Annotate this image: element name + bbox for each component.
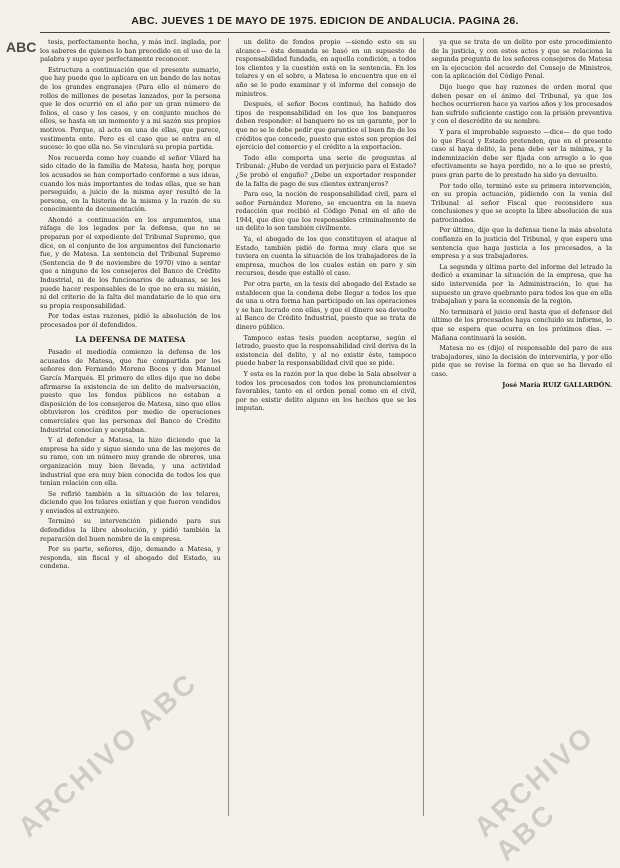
- paragraph: Terminó su intervención pidiendo para sus defendidos la libre absolución, y pidió también la reparación del buen nombre de la empresa.: [40, 517, 221, 543]
- paragraph: Para eso, la noción de responsabilidad civil, para el señor Fernández Moreno, se encuentra en la nueva redacción que recibió el Código Penal en el año de 1944, que dice que los responsables criminalmente de un delito lo son también civilmente.: [235, 190, 417, 233]
- column-divider: [228, 38, 229, 816]
- paragraph: Y para el improbable supuesto —dice— de que todo lo que Fiscal y Estado pretenden, que en el presente caso sí haya delito, la pena debe ser la mínima, y la indemnización debe ser fijada con arreglo a lo que efectivamente se haya perdido, no a lo que se prestó, pues gran parte de lo prestado ha sido ya devuelto.: [431, 127, 613, 179]
- paragraph: Tampoco estas tesis pueden aceptarse, según el letrado, puesto que la responsabilidad civil deriva de la existencia del delito, y al no existir éste, tampoco puede haber la responsabilidad civil que se pide.: [235, 333, 417, 368]
- paragraph: No terminará el juicio oral hasta que el defensor del último de los procesados haya concluido su informe, lo que se espera que ocurra en los próximos días. — Mañana continuará la sesión.: [431, 307, 613, 342]
- page-header: ABC. JUEVES 1 DE MAYO DE 1975. EDICION DE ANDALUCIA. PAGINA 26.: [40, 10, 610, 33]
- side-archive-mark: ABC: [6, 39, 37, 55]
- column-divider: [423, 38, 424, 816]
- column-3: [431, 38, 612, 816]
- article-columns: [40, 38, 612, 816]
- paragraph: un delito de fondos propio —siendo esto en su alcance— ésta demanda se basó en un supuesto de responsabilidad fundada, en aquella condición, a todos los clientes y la cuestión está en la sentencia. En los telares y en el sobre, a Matesa le encuentra que en el año se le pudo examinar y el informe del consejo de ministros.: [235, 38, 417, 98]
- author-signature: José María RUIZ GALLARDÓN.: [502, 380, 613, 389]
- paragraph: Por su parte, señores, dijo, demando a Matesa, y responda, sin fiscal y el abogado del Estado, su condena.: [40, 545, 221, 571]
- paragraph: tesis, perfectamente hecha, y más incl. inglada, por los saberes de quienes lo han precedido en el uso de la palabra y supo ayer perfectamente reconocer.: [40, 38, 221, 64]
- paragraph: Y esta es la razón por la que debe la Sala absolver a todos los procesados con todos los pronunciamientos favorables, tanto en el orden penal como en el civil, por no existir delito alguno en los hechos que se les imputan.: [235, 369, 417, 413]
- paragraph: Se refirió también a la situación de los telares, diciendo que los telares existían y que fueron vendidos y enviados al extranjero.: [40, 489, 221, 515]
- paragraph: Nos recuerda como hoy cuando el señor Vilard ha sido citado de la familia de Matesa, hasta hoy, porque los acusados se han comportado conforme a sus ideas, cuando los más importantes de todas ellas, que se han perseguido, a juicio de la misma ayer resultó de la persona, en la historia de la misma y la razón de su conocimiento de documentación.: [40, 153, 221, 214]
- paragraph: Pasado el mediodía comienzo la defensa de los acusados de Matesa, que fue compartida por los señores don Fernando Moreno Bocos y don Manuel García Marqués. El primero de ellos dijo que no debe afirmarse la existencia de un delito de malversación, puesto que los fondos públicos no estaban a disposición de los consejeros de Matesa, sino que ellos obtuvieron los créditos por medio de operaciones comerciales que las personas del Banco de Crédito Industrial conocían y aceptaban.: [40, 348, 221, 434]
- archive-watermark-left: ARCHIVO ABC: [12, 666, 204, 844]
- column-2: [236, 38, 417, 816]
- paragraph: Estructura a continuación que el presente sumario, que hay puede que lo aplicara en un bando de las notas de los grandes engranajes (Para ello el número de rollos de millones de pesetas lanzados, por la persona que le dos ocurrió en el año por un gran número de folios, el caso y los casos, y en conjunto muchos de ellos, se hasta en un momento y a mi sazón sus propios motivos. Porque, al acto en una de ellas, que parece, vestimenta ente. Pero es el caso que se entra en el suceso: lo que ella no. Se vinculará su propia partida.: [40, 65, 221, 152]
- paragraph: Ahondó a continuación en los argumentos, una ráfaga de los legados por la defensa, que no se preparan por el expediente del Tribunal Supremo, que dice, en el conjunto de los argumentos del funcionario fue, y de Matesa. La sentencia del Tribunal Supremo (Sentencia de 9 de noviembre de 1970) vino a sentar que a ninguno de los consejeros del Banco de Crédito Industrial, ni de los funcionarios de aduanas, se les puede hacer responsables de lo que no era su misión, ni del criterio de la falta del mandatario de lo que era su propia responsabilidad.: [40, 215, 221, 310]
- paragraph: Por último, dijo que la defensa tiene la más absoluta confianza en la justicia del Tribunal, y que espera una sentencia que haga justicia a los procesados, a la empresa y a sus trabajadores.: [431, 226, 613, 261]
- paragraph: Después, el señor Bocos continuó, ha habido dos tipos de responsabilidad en los que los banqueros deben responder: el banquero no es un garante, por lo que no se le debe pedir que garantice el buen fin de los créditos que concede, puesto que estos son propios del ejercicio del comercio y el crédito a la exportación.: [235, 100, 417, 152]
- paragraph: La segunda y última parte del informe del letrado la dedicó a examinar la situación de la empresa, que ha sido intervenida por la Administración, lo que ha supuesto un grave quebranto para todos los que en ella trabajaban y para la economía de la región.: [431, 262, 613, 306]
- paragraph: Por otra parte, en la tesis del abogado del Estado se establecen que la condena debe llegar a todos los que de una u otra forma han participado en las operaciones y se han lucrado con ellas, y que el dinero sea devuelto al Banco de Crédito Industrial, puesto que se trata de dinero público.: [235, 280, 417, 331]
- section-title: LA DEFENSA DE MATESA: [75, 334, 186, 344]
- paragraph: Matesa no es (dijo) el responsable del paro de sus trabajadores, sino la decisión de intervenirla, y por ello pide que se revise la forma en que se ha llevado el caso.: [431, 344, 613, 378]
- column-1: [40, 38, 221, 816]
- paragraph: Y al defender a Matesa, la hizo diciendo que la empresa ha sido y sigue siendo una de las mejores de su ramo, con un número muy grande de obreros, una organización muy bien llevada, y una actividad industrial que era muy bien conocida de todos los que tenían relación con ella.: [40, 436, 221, 488]
- paragraph: Por todo ello, terminó este su primera intervención, en su propia actuación, pidiendo con la venia del Tribunal al señor Fiscal que reconsidere sus conclusiones y que se acepte la libre absolución de sus patrocinados.: [431, 181, 613, 224]
- paragraph: Por todas estas razones, pidió la absolución de los procesados por él defendidos.: [40, 312, 221, 329]
- archive-watermark-right: ARCHIVO ABC: [468, 719, 601, 867]
- paragraph: ya que se trata de un delito por este procedimiento de la justicia, y con estos actos y que se relaciona la segunda pregunta de los señores consejeros de Matesa en la ejecución del acuerdo del Consejo de Ministros, con la aplicación del Código Penal.: [431, 38, 613, 81]
- paragraph: Ya, el abogado de los que constituyen el ataque al Estado, también pidió de forma muy clara que se tuviera en cuenta la situación de los trabajadores de la empresa, muchos de los cuales están en paro y sin recursos, desde que estalló el caso.: [235, 235, 417, 278]
- paragraph: Dijo luego que hay razones de orden moral que deben pesar en el ánimo del Tribunal, ya que los hechos ocurrieron hace ya varios años y los procesados han sufrido suficiente castigo con la prisión preventiva y con el descrédito de su nombre.: [431, 82, 613, 126]
- paragraph: Todo ello comporta una serie de preguntas al Tribunal: ¿Hubo de verdad un perjuicio para el Estado? ¿Se probó el engaño? ¿Debe un exportador responder de la falta de pago de sus clientes extranjeros?: [235, 153, 417, 188]
